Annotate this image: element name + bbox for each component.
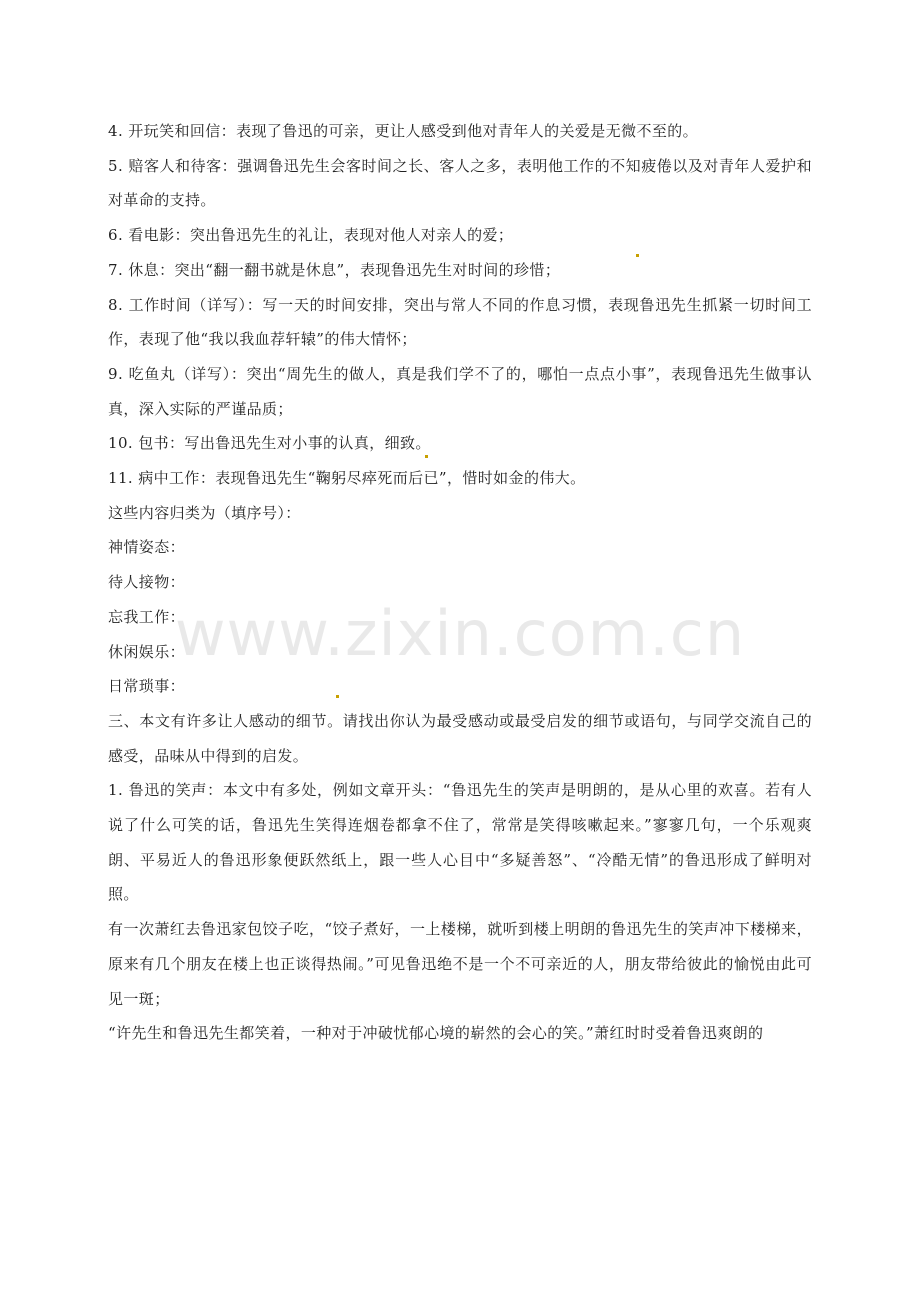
category-demeanor: 神情姿态： [108, 538, 186, 557]
category-work: 忘我工作： [108, 607, 186, 626]
classification-prompt: 这些内容归类为（填序号）： [108, 503, 301, 522]
paragraph-item-5: 5. 赔客人和待客：强调鲁迅先生会客时间之长、客人之多，表明他工作的不知疲倦以及对青年人爱护和对革命的支持。 [108, 156, 812, 210]
watermark: www.zixin.com.cn [174, 597, 746, 670]
detail-smile-quote: “许先生和鲁迅先生都笑着，一种对于冲破忧郁心境的崭然的会心的笑。”萧红时时受着鲁迅爽朗的 [108, 1024, 764, 1043]
paragraph-item-11: 11. 病中工作：表现鲁迅先生“鞠躬尽瘁死而后已”，惜时如金的伟大。 [108, 469, 586, 488]
paragraph-item-6: 6. 看电影：突出鲁迅先生的礼让，表现对他人对亲人的爱； [108, 226, 514, 245]
paragraph-item-7: 7. 休息：突出“翻一翻书就是休息”，表现鲁迅先生对时间的珍惜； [108, 260, 561, 279]
paragraph-item-10: 10. 包书：写出鲁迅先生对小事的认真，细致。 [108, 434, 431, 453]
stray-mark-3 [336, 695, 339, 698]
detail-dumplings: 有一次萧红去鲁迅家包饺子吃，“饺子煮好，一上楼梯，就听到楼上明朗的鲁迅先生的笑声冲下楼梯来，原来有几个朋友在楼上也正谈得热闹。”可见鲁迅绝不是一个不可亲近的人，朋友带给彼此的愉悦由此可见一斑； [108, 920, 812, 1008]
document-body [108, 114, 812, 1051]
stray-mark-2 [425, 455, 428, 458]
paragraph-item-8: 8. 工作时间（详写）：写一天的时间安排，突出与常人不同的作息习惯，表现鲁迅先生抓紧一切时间工作，表现了他“我以我血荐轩辕”的伟大情怀； [108, 295, 812, 349]
paragraph-item-4: 4. 开玩笑和回信：表现了鲁迅的可亲，更让人感受到他对青年人的关爱是无微不至的。 [108, 122, 699, 140]
paragraph-item-9: 9. 吃鱼丸（详写）：突出“周先生的做人，真是我们学不了的，哪怕一点点小事”，表现鲁迅先生做事认真，深入实际的严谨品质； [108, 364, 812, 418]
detail-laughter: 1. 鲁迅的笑声：本文中有多处，例如文章开头：“鲁迅先生的笑声是明朗的，是从心里的欢喜。若有人说了什么可笑的话，鲁迅先生笑得连烟卷都拿不住了，常常是笑得咳嗽起来。”寥寥几句，一个乐观爽朗、平易近人的鲁迅形象便跃然纸上，跟一些人心目中“多疑善怒”、“冷酷无情”的鲁迅形成了鲜明对照。 [108, 781, 812, 904]
section-three-heading: 三、本文有许多让人感动的细节。请找出你认为最受感动或最受启发的细节或语句，与同学交流自己的感受，品味从中得到的启发。 [108, 711, 812, 765]
category-leisure: 休闲娱乐： [108, 642, 186, 661]
category-hospitality: 待人接物： [108, 573, 186, 592]
stray-mark-1 [636, 254, 639, 257]
category-daily-trivia: 日常琐事： [108, 677, 186, 696]
